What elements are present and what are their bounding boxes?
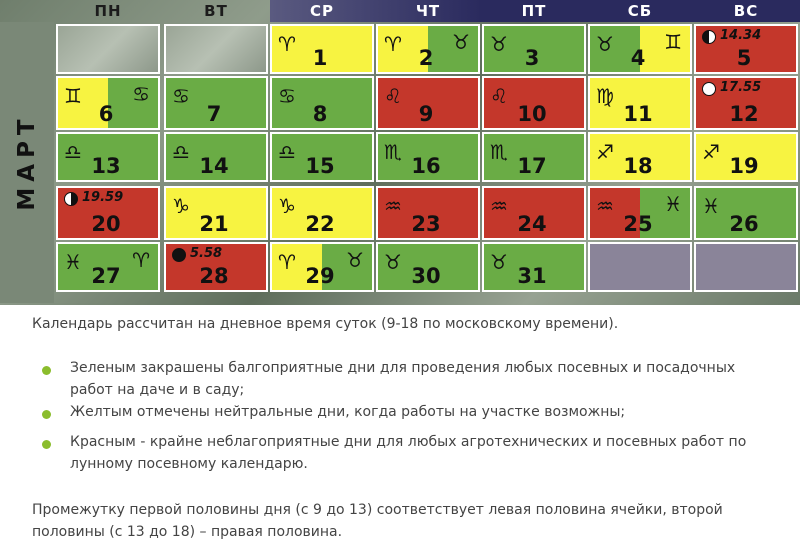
intro-text: Календарь рассчитан на дневное время суток (9-18 по московскому времени). (32, 316, 619, 332)
zodiac-icon: ♎ (64, 140, 82, 164)
zodiac-icon: ♓ (702, 194, 720, 218)
day-cell (482, 24, 586, 74)
zodiac-icon: ♌ (384, 84, 402, 108)
empty-cell (588, 242, 692, 292)
weekday-wed: СР (309, 2, 334, 20)
day-cell (588, 132, 692, 182)
day-cell (376, 186, 480, 240)
zodiac-icon: ♐ (702, 140, 720, 164)
weekday-mon: ПН (94, 2, 122, 20)
weekday-fri: ПТ (521, 2, 547, 20)
day-cell (694, 76, 798, 130)
day-number: 20 (91, 212, 121, 236)
zodiac-icon: ♋ (132, 82, 150, 106)
outro-line1: Промежутку первой половины дня (с 9 до 13) соответствует левая половина ячейки, второй (32, 502, 723, 518)
zodiac-icon: ♈ (278, 250, 296, 274)
day-cell (376, 242, 480, 292)
bullet-yellow (42, 410, 51, 419)
new-moon-icon (172, 248, 186, 262)
day-cell (694, 132, 798, 182)
zodiac-icon: ♌ (490, 84, 508, 108)
zodiac-icon: ♎ (172, 140, 190, 164)
day-cell (482, 242, 586, 292)
zodiac-icon: ♈ (132, 248, 150, 272)
day-cell (376, 24, 480, 74)
day-cell (376, 76, 480, 130)
zodiac-icon: ♑ (172, 194, 190, 218)
day-cell (588, 76, 692, 130)
day-cell (56, 132, 160, 182)
zodiac-icon: ♈ (384, 32, 402, 56)
day-cell (164, 242, 268, 292)
zodiac-icon: ♒ (384, 194, 402, 218)
month-label: МАРТ (14, 113, 40, 211)
legend-notes (0, 305, 800, 546)
day-number: 12 (729, 102, 759, 126)
empty-cell (164, 24, 268, 74)
empty-cell (56, 24, 160, 74)
day-number: 24 (517, 212, 547, 236)
day-number: 5 (736, 46, 752, 70)
day-number: 21 (199, 212, 229, 236)
day-number: 2 (418, 46, 434, 70)
day-number: 27 (91, 264, 121, 288)
day-cell (270, 242, 374, 292)
moon-time: 5.58 (190, 246, 223, 261)
day-cell (588, 186, 692, 240)
day-cell (482, 186, 586, 240)
day-number: 15 (305, 154, 335, 178)
day-number: 23 (411, 212, 441, 236)
day-cell (164, 76, 268, 130)
zodiac-icon: ♈ (278, 32, 296, 56)
zodiac-icon: ♎ (278, 140, 296, 164)
day-number: 18 (623, 154, 653, 178)
day-number: 25 (623, 212, 653, 236)
zodiac-icon: ♉ (596, 32, 614, 56)
zodiac-icon: ♋ (278, 84, 296, 108)
bullet-red (42, 440, 51, 449)
zodiac-icon: ♉ (384, 250, 402, 274)
weekday-sat: СБ (627, 2, 653, 20)
weekday-tue: ВТ (204, 2, 228, 20)
day-number: 17 (517, 154, 547, 178)
moon-time: 17.55 (720, 80, 762, 95)
day-cell (164, 132, 268, 182)
note-green-line1: Зеленым закрашены балгоприятные дни для проведения любых посевных и посадочных (70, 360, 736, 376)
zodiac-icon: ♉ (346, 248, 364, 272)
day-number: 29 (305, 264, 335, 288)
day-number: 4 (630, 46, 646, 70)
zodiac-icon: ♓ (64, 250, 82, 274)
day-number: 31 (517, 264, 547, 288)
day-number: 3 (524, 46, 540, 70)
zodiac-icon: ♉ (452, 30, 470, 54)
zodiac-icon: ♒ (490, 194, 508, 218)
day-number: 16 (411, 154, 441, 178)
zodiac-icon: ♉ (490, 250, 508, 274)
zodiac-icon: ♋ (172, 84, 190, 108)
day-number: 7 (206, 102, 222, 126)
day-cell (376, 132, 480, 182)
day-number: 22 (305, 212, 335, 236)
day-number: 26 (729, 212, 759, 236)
day-number: 11 (623, 102, 653, 126)
zodiac-icon: ♑ (278, 194, 296, 218)
day-number: 14 (199, 154, 229, 178)
bullet-green (42, 366, 51, 375)
full-moon-icon (702, 82, 716, 96)
day-cell (588, 24, 692, 74)
day-cell (56, 186, 160, 240)
note-green-line2: работ на даче и в саду; (70, 382, 245, 398)
outro-line2: половины (с 13 до 18) – правая половина. (32, 524, 343, 540)
zodiac-icon: ♐ (596, 140, 614, 164)
day-number: 8 (312, 102, 328, 126)
day-cell (270, 24, 374, 74)
day-cell (694, 24, 798, 74)
day-cell (482, 132, 586, 182)
zodiac-icon: ♍ (596, 84, 614, 108)
note-red-line1: Красным - крайне неблагоприятные дни для любых агротехнических и посевных работ по (70, 434, 747, 450)
zodiac-icon: ♊ (664, 30, 682, 54)
day-cell (270, 186, 374, 240)
day-number: 19 (729, 154, 759, 178)
day-cell (270, 76, 374, 130)
day-cell (56, 76, 160, 130)
day-number: 13 (91, 154, 121, 178)
note-yellow-line1: Желтым отмечены нейтральные дни, когда работы на участке возможны; (70, 404, 626, 420)
month-label-bar (0, 22, 54, 303)
zodiac-icon: ♏ (384, 140, 402, 164)
day-number: 28 (199, 264, 229, 288)
weekday-sun: ВС (733, 2, 759, 20)
zodiac-icon: ♓ (664, 192, 682, 216)
day-cell (164, 186, 268, 240)
day-number: 10 (517, 102, 547, 126)
moon-time: 14.34 (720, 28, 762, 43)
moon-time: 19.59 (82, 190, 124, 205)
day-cell (56, 242, 160, 292)
day-cell (270, 132, 374, 182)
empty-cell (694, 242, 798, 292)
first-quarter-icon (64, 192, 78, 206)
zodiac-icon: ♒ (596, 194, 614, 218)
weekday-thu: ЧТ (415, 2, 441, 20)
day-number: 6 (98, 102, 114, 126)
zodiac-icon: ♊ (64, 84, 82, 108)
note-red-line2: лунному посевному календарю. (70, 456, 308, 472)
day-cell (482, 76, 586, 130)
day-number: 30 (411, 264, 441, 288)
zodiac-icon: ♉ (490, 32, 508, 56)
day-number: 1 (312, 46, 328, 70)
zodiac-icon: ♏ (490, 140, 508, 164)
day-cell (694, 186, 798, 240)
day-number: 9 (418, 102, 434, 126)
last-quarter-icon (702, 30, 716, 44)
